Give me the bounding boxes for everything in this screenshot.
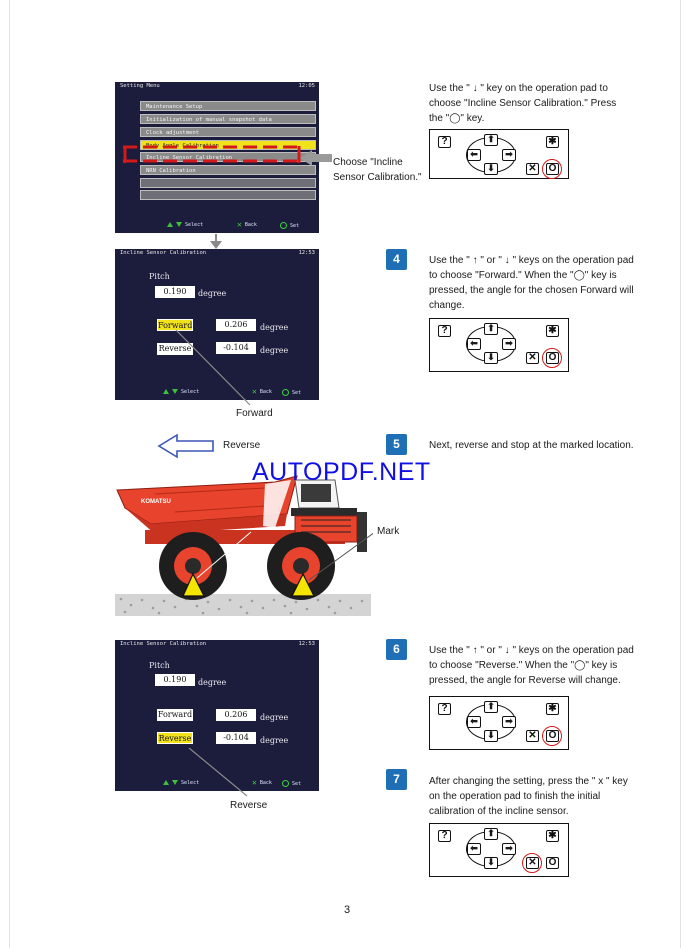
screen-title: Setting Menu	[120, 83, 160, 89]
menu-item-snapshot[interactable]: Initialization of manual snapshot data	[140, 114, 316, 124]
menu-item-nrn[interactable]: NRN Calibration	[140, 165, 316, 175]
direction-pad	[462, 134, 520, 176]
screen-clock: 12:53	[298, 250, 315, 256]
pitch-label: Pitch	[149, 661, 170, 670]
star-key[interactable]: ✱	[546, 830, 559, 842]
ok-key[interactable]: O	[546, 730, 559, 742]
footer-set: Set	[290, 223, 300, 229]
back-icon: ✕	[237, 220, 242, 229]
pitch-value: 0.190	[155, 286, 195, 298]
reverse-value: -0.104	[216, 342, 256, 354]
dump-truck-illustration	[115, 468, 373, 618]
back-icon: ✕	[252, 778, 257, 787]
up-key[interactable]: ⬆	[484, 701, 498, 713]
down-key[interactable]: ⬇	[484, 730, 498, 742]
screen-footer	[282, 780, 301, 787]
direction-pad	[462, 323, 520, 365]
up-key[interactable]: ⬆	[484, 134, 498, 146]
star-key[interactable]: ✱	[546, 136, 559, 148]
forward-button[interactable]: Forward	[158, 321, 193, 330]
footer-select: Select	[185, 222, 204, 228]
step-badge-7: 7	[386, 769, 407, 790]
set-icon	[282, 389, 289, 396]
ok-key-highlight	[542, 726, 562, 746]
screen-header	[115, 82, 319, 91]
ok-key-highlight	[542, 348, 562, 368]
set-icon	[280, 222, 287, 229]
up-key[interactable]: ⬆	[484, 323, 498, 335]
ok-key[interactable]: O	[546, 352, 559, 364]
step6-instruction: Use the " ↑ " or " ↓ " keys on the operation pad to choose "Reverse." When the "◯" key is pressed, the angle for Reverse will change.	[429, 645, 634, 686]
caption-reverse: Reverse	[230, 800, 268, 811]
up-arrow-icon	[167, 222, 173, 227]
screen-header	[115, 640, 319, 649]
step-badge-6: 6	[386, 639, 407, 660]
cancel-key[interactable]: ✕	[526, 857, 539, 869]
ok-key-highlight	[542, 159, 562, 179]
left-key[interactable]: ⬅	[467, 338, 481, 350]
caption-forward: Forward	[236, 408, 273, 419]
screen-clock: 12:53	[298, 641, 315, 647]
footer-select: Select	[181, 389, 200, 395]
set-icon	[282, 780, 289, 787]
help-key[interactable]: ?	[438, 703, 451, 715]
reverse-unit: degree	[260, 346, 289, 355]
page-number: 3	[344, 904, 351, 916]
menu-item-empty	[140, 178, 316, 188]
forward-button[interactable]: Forward	[157, 710, 193, 719]
forward-pointer-line	[170, 330, 260, 410]
mark-label: Mark	[377, 526, 400, 537]
selection-highlight-marker	[115, 140, 305, 170]
menu-item-incline-sensor[interactable]: Incline Sensor Calibration	[140, 152, 316, 162]
callout-choose-incline: Choose "Incline Sensor Calibration."	[333, 157, 422, 183]
flow-down-arrow-icon	[209, 234, 223, 250]
left-key[interactable]: ⬅	[467, 149, 481, 161]
help-key[interactable]: ?	[438, 136, 451, 148]
back-icon: ✕	[252, 387, 257, 396]
down-arrow-icon	[172, 780, 178, 785]
down-key[interactable]: ⬇	[484, 352, 498, 364]
up-arrow-icon	[163, 389, 169, 394]
pitch-value: 0.190	[155, 674, 195, 686]
pitch-label: Pitch	[149, 272, 170, 281]
reverse-direction-arrow-icon	[157, 433, 215, 459]
right-key[interactable]: ➡	[502, 716, 516, 728]
down-key[interactable]: ⬇	[484, 857, 498, 869]
callout-arrow-icon	[300, 148, 334, 168]
step7-instruction: After changing the setting, press the " x " key on the operation pad to finish the initial calibration of the incline sensor.	[429, 776, 628, 817]
menu-item-clock[interactable]: Clock adjustment	[140, 127, 316, 137]
pitch-unit: degree	[198, 289, 227, 298]
reverse-button[interactable]: Reverse	[158, 734, 192, 743]
screen-footer	[237, 220, 257, 229]
pitch-unit: degree	[198, 678, 227, 687]
screen-footer	[282, 389, 301, 396]
down-key[interactable]: ⬇	[484, 163, 498, 175]
step4-instruction: Use the " ↑ " or " ↓ " keys on the operation pad to choose "Forward." When the "◯" key is pressed, the angle for the chosen Forward will change.	[429, 255, 634, 311]
footer-back: Back	[259, 389, 272, 395]
step-badge-5: 5	[386, 434, 407, 455]
screen-footer	[167, 222, 203, 228]
cancel-key[interactable]: ✕	[526, 730, 539, 742]
direction-pad	[462, 828, 520, 870]
forward-unit: degree	[260, 323, 289, 332]
right-key[interactable]: ➡	[502, 843, 516, 855]
cancel-key[interactable]: ✕	[526, 352, 539, 364]
ok-key[interactable]: O	[546, 163, 559, 175]
screen-header	[115, 249, 319, 258]
menu-item-maintenance[interactable]: Maintenance Setup	[140, 101, 316, 111]
step5-instruction: Next, reverse and stop at the marked location.	[429, 440, 634, 451]
right-key[interactable]: ➡	[502, 149, 516, 161]
reverse-button[interactable]: Reverse	[158, 344, 192, 353]
ok-key[interactable]: O	[546, 857, 559, 869]
operation-pad	[429, 129, 569, 179]
forward-unit: degree	[260, 713, 289, 722]
screen-clock: 12:05	[298, 83, 315, 89]
star-key[interactable]: ✱	[546, 325, 559, 337]
reverse-arrow-label: Reverse	[223, 440, 261, 451]
menu-item-body-angle[interactable]: Body Angle Calibration	[140, 140, 316, 150]
operation-pad	[429, 823, 569, 877]
step3-instruction: Use the " ↓ " key on the operation pad to choose "Incline Sensor Calibration." Press the "◯" key.	[429, 83, 617, 124]
right-key[interactable]: ➡	[502, 338, 516, 350]
reverse-value: -0.104	[216, 732, 256, 744]
direction-pad	[462, 701, 520, 743]
up-arrow-icon	[163, 780, 169, 785]
footer-set: Set	[292, 390, 302, 396]
forward-value: 0.206	[216, 709, 256, 721]
truck-brand-logo: KOMATSU	[141, 499, 171, 505]
up-key[interactable]: ⬆	[484, 828, 498, 840]
step-badge-4: 4	[386, 249, 407, 270]
footer-select: Select	[181, 780, 200, 786]
star-key[interactable]: ✱	[546, 703, 559, 715]
left-key[interactable]: ⬅	[467, 843, 481, 855]
watermark: AUTOPDF.NET	[252, 458, 431, 486]
operation-pad	[429, 696, 569, 750]
reverse-unit: degree	[260, 736, 289, 745]
menu-item-empty	[140, 190, 316, 200]
footer-set: Set	[292, 781, 302, 787]
forward-value: 0.206	[216, 319, 256, 331]
left-key[interactable]: ⬅	[467, 716, 481, 728]
reverse-pointer-line	[185, 748, 255, 800]
help-key[interactable]: ?	[438, 830, 451, 842]
help-key[interactable]: ?	[438, 325, 451, 337]
screen-title: Incline Sensor Calibration	[120, 250, 207, 256]
screen-title: Incline Sensor Calibration	[120, 641, 207, 647]
footer-back: Back	[259, 780, 272, 786]
operation-pad	[429, 318, 569, 372]
screen-footer	[280, 222, 299, 229]
cancel-key[interactable]: ✕	[526, 163, 539, 175]
down-arrow-icon	[176, 222, 182, 227]
footer-back: Back	[244, 222, 257, 228]
cancel-key-highlight	[522, 853, 542, 873]
